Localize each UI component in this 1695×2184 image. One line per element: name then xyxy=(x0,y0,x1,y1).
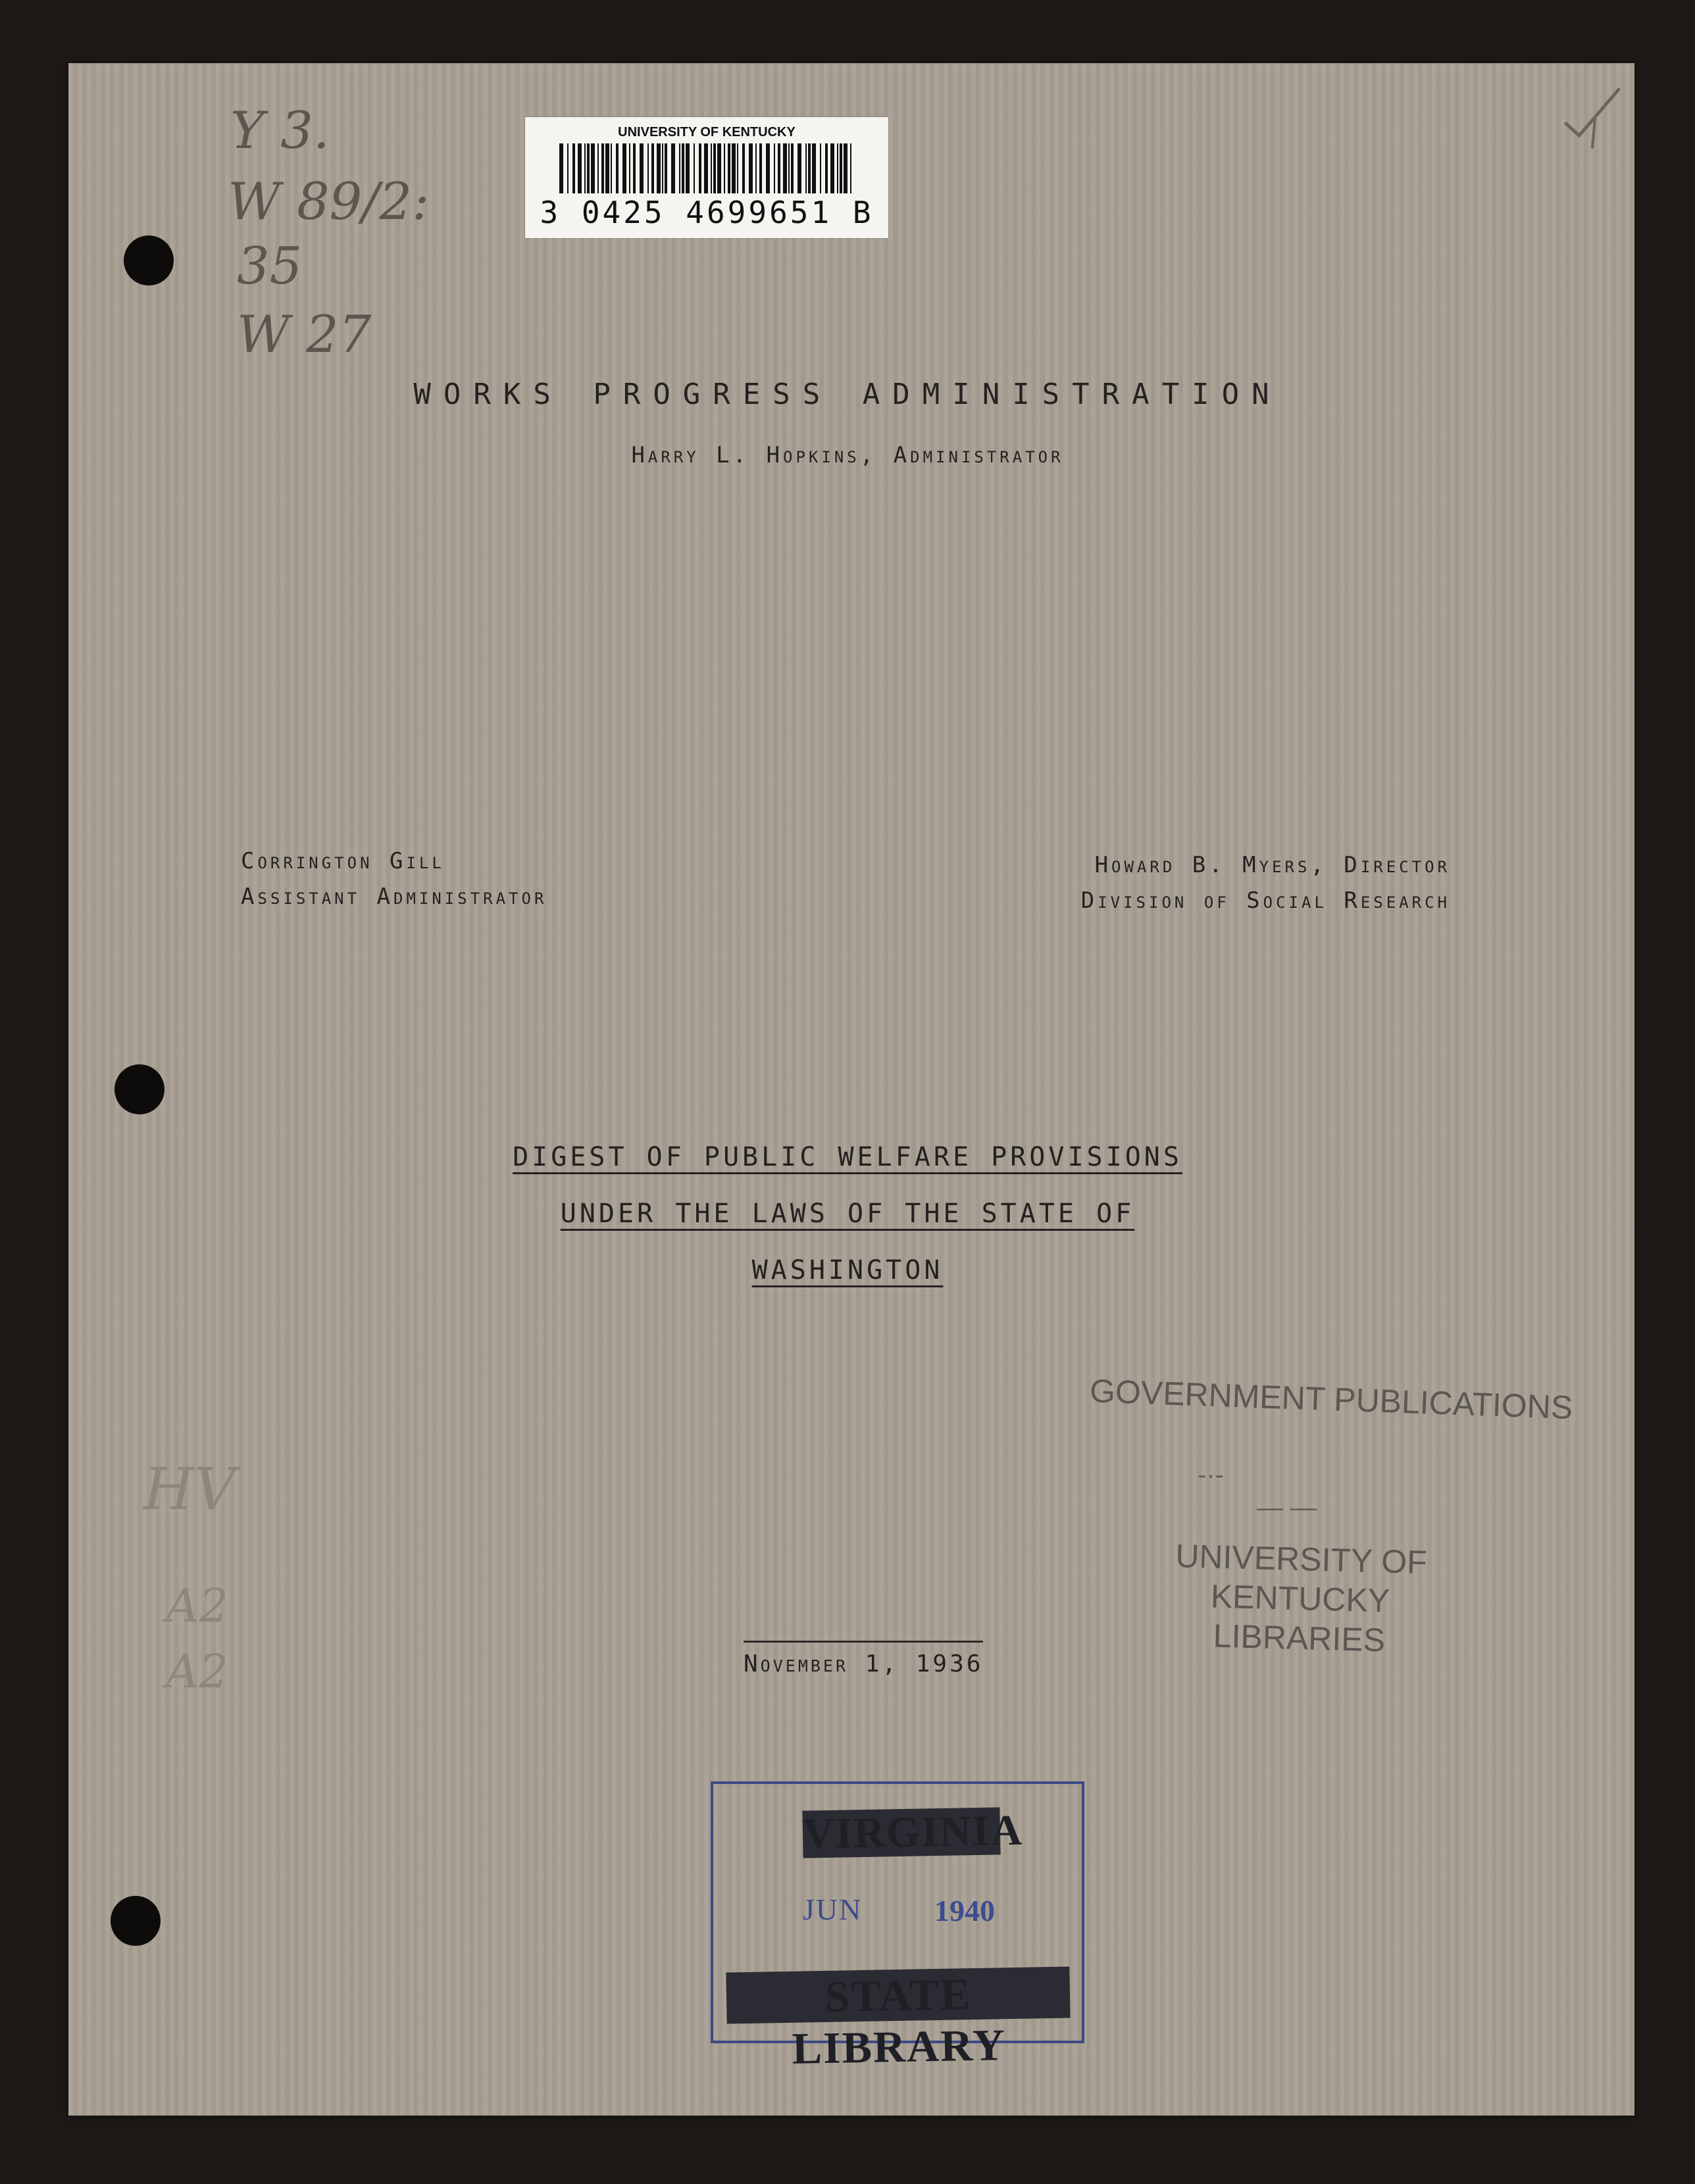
left-official-title: Assistant Administrator xyxy=(241,883,547,910)
administrator-line: Harry L. Hopkins, Administrator xyxy=(631,442,1064,468)
call-number-line-2: W 89/2: xyxy=(228,172,430,232)
barcode-bar xyxy=(850,143,851,193)
stamp-virginia: VIRGINIA xyxy=(802,1806,1024,1858)
barcode-bar xyxy=(844,143,848,193)
barcode-bar xyxy=(578,143,582,193)
barcode-bar xyxy=(686,143,690,193)
barcode-bar xyxy=(808,143,811,193)
left-official-name: Corrington Gill xyxy=(241,848,445,874)
barcode-bar xyxy=(704,143,708,193)
barcode-bar xyxy=(791,143,794,193)
barcode-bar xyxy=(728,143,730,193)
right-official-title: Division of Social Research xyxy=(1080,887,1450,914)
barcode-bar xyxy=(601,143,604,193)
barcode-bar xyxy=(742,143,745,193)
barcode-institution: UNIVERSITY OF KENTUCKY xyxy=(618,125,796,139)
barcode-bar xyxy=(713,143,716,193)
university-libraries-stamp xyxy=(1095,1534,1505,1663)
government-publications-stamp: GOVERNMENT PUBLICATIONS xyxy=(1089,1372,1574,1426)
title-text-1: DIGEST OF PUBLIC WELFARE PROVISIONS xyxy=(513,1142,1182,1172)
barcode-bar xyxy=(611,143,612,193)
barcode-bar xyxy=(737,143,738,193)
barcode-bar xyxy=(665,143,667,193)
barcode-bar xyxy=(647,143,649,193)
stamp-dashes: -·- xyxy=(1198,1460,1224,1489)
call-number-line-4: W 27 xyxy=(237,305,372,364)
barcode-bar xyxy=(830,143,834,193)
check-mark-icon xyxy=(1559,84,1625,150)
barcode-bar xyxy=(679,143,680,193)
barcode-bar xyxy=(732,143,736,193)
stamp-state-library: STATE LIBRARY xyxy=(726,1966,1070,2023)
title-text-2: UNDER THE LAWS OF THE STATE OF xyxy=(560,1199,1135,1229)
faint-call-number-1: HV xyxy=(143,1455,236,1523)
barcode-bar xyxy=(657,143,661,193)
call-number-line-3: 35 xyxy=(237,237,303,296)
barcode-bar xyxy=(587,143,590,193)
barcode-bar xyxy=(783,143,787,193)
barcode-bar xyxy=(820,143,821,193)
barcode-bar xyxy=(584,143,586,193)
barcode-bar xyxy=(605,143,609,193)
barcode-bar xyxy=(749,143,753,193)
left-official-block xyxy=(241,843,547,914)
barcode-bar xyxy=(640,143,644,193)
faint-call-number-3: A2 xyxy=(166,1645,229,1699)
barcode-bar xyxy=(840,143,842,193)
title-line-2 xyxy=(0,1199,1695,1229)
barcode-bar xyxy=(711,143,712,193)
libraries-stamp-line: LIBRARIES xyxy=(1213,1617,1386,1659)
barcode-bar xyxy=(597,143,599,193)
barcode-label xyxy=(525,117,888,238)
publication-date: November 1, 1936 xyxy=(744,1641,983,1677)
barcode-number: 3 0425 4699651 B xyxy=(540,195,874,230)
binder-hole-middle xyxy=(114,1064,164,1114)
barcode-bar xyxy=(797,143,801,193)
barcode-bar xyxy=(591,143,595,193)
barcode-bar xyxy=(774,143,775,193)
barcode-bar xyxy=(682,143,684,193)
barcode-bar xyxy=(805,143,807,193)
barcode-bar xyxy=(837,143,838,193)
barcode-bar xyxy=(572,143,575,193)
barcode-bar xyxy=(755,143,757,193)
barcode-bar xyxy=(812,143,816,193)
binder-hole-top xyxy=(124,236,174,285)
stamp-month: JUN xyxy=(803,1893,863,1926)
barcode-bar xyxy=(671,143,675,193)
barcode-bar xyxy=(651,143,654,193)
barcode-bar xyxy=(759,143,762,193)
barcode-bar xyxy=(694,143,695,193)
stamp-dashes-2: — — xyxy=(1257,1493,1317,1522)
call-number-line-1: Y 3. xyxy=(230,101,330,161)
barcode-bar xyxy=(825,143,828,193)
barcode-bar xyxy=(788,143,790,193)
barcode-bar xyxy=(766,143,770,193)
barcode-bar xyxy=(629,143,630,193)
barcode-bar xyxy=(616,143,619,193)
virginia-state-library-stamp xyxy=(711,1781,1084,2073)
faint-call-number-2: A2 xyxy=(166,1579,229,1633)
barcode-bar xyxy=(699,143,701,193)
barcode-bar xyxy=(717,143,721,193)
barcode-bar xyxy=(622,143,626,193)
stamp-year: 1940 xyxy=(934,1894,995,1927)
barcode-bar xyxy=(662,143,663,193)
barcode-bar xyxy=(724,143,725,193)
barcode-bar xyxy=(559,143,563,193)
right-official-name: Howard B. Myers, Director xyxy=(1094,852,1450,878)
agency-name: WORKS PROGRESS ADMINISTRATION xyxy=(413,378,1282,411)
university-stamp-line: UNIVERSITY OF KENTUCKY xyxy=(1175,1537,1428,1620)
title-text-3: WASHINGTON xyxy=(751,1255,944,1285)
barcode-icon xyxy=(559,143,854,193)
barcode-bar xyxy=(633,143,636,193)
right-official-block xyxy=(1081,847,1450,918)
title-line-1 xyxy=(0,1142,1695,1172)
binder-hole-bottom xyxy=(111,1896,161,1946)
barcode-bar xyxy=(567,143,569,193)
barcode-bar xyxy=(778,143,780,193)
title-line-3 xyxy=(0,1255,1695,1285)
